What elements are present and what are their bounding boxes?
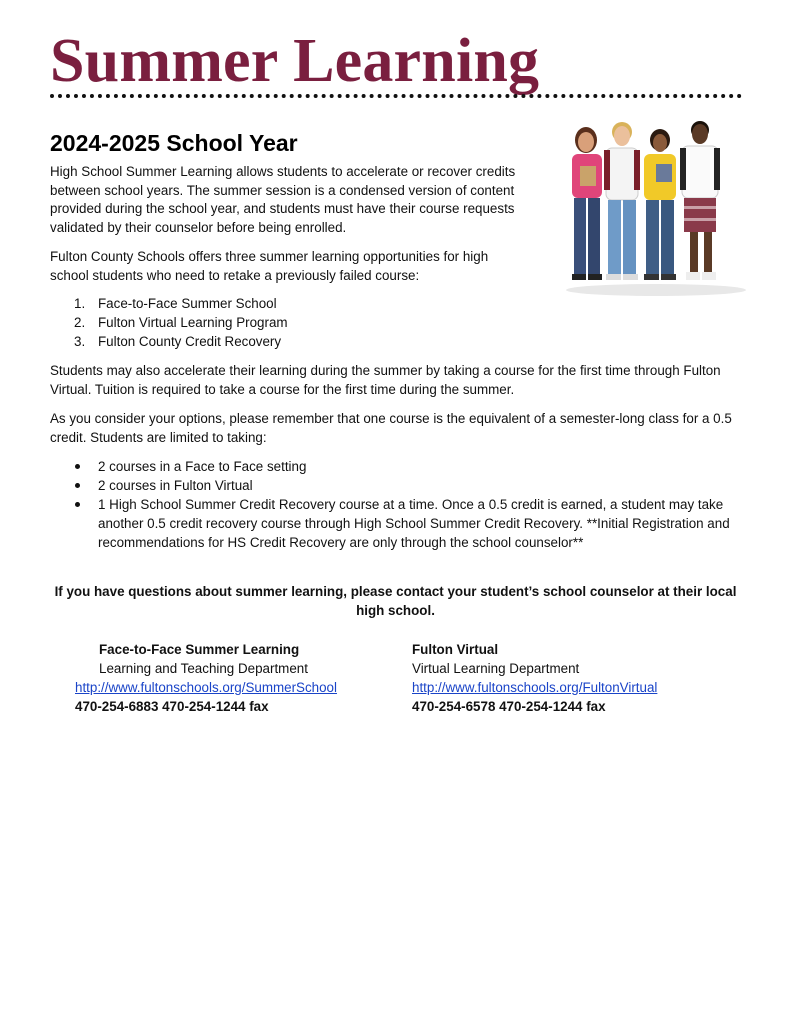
students-photo [560, 118, 748, 298]
dotted-divider [50, 94, 742, 98]
face-to-face-contact [75, 640, 337, 716]
fulton-virtual-link[interactable]: http://www.fultonschools.org/FultonVirtual [412, 680, 658, 695]
bullet-icon [75, 502, 80, 507]
bullet-icon [75, 464, 80, 469]
limits-list [74, 457, 736, 552]
list-item: 1 High School Summer Credit Recovery course at a time. Once a 0.5 credit is earned, a student may take another 0.5 credit recovery course through High School Summer Credit Recovery. **Initial Registration and recommendations for HS Credit Recovery are only through the school counselor** [74, 495, 736, 552]
school-year-heading: 2024-2025 School Year [50, 130, 298, 156]
limits-paragraph: As you consider your options, please remember that one course is the equivalent of a semester-long class for a 0.5 credit. Students are limited to taking: [50, 411, 732, 445]
contact-phones: 470-254-6883 470-254-1244 fax [75, 699, 269, 714]
list-item: 2 courses in a Face to Face setting [74, 457, 736, 476]
accelerate-paragraph: Students may also accelerate their learning during the summer by taking a course for the first time through Fulton Virtual. Tuition is required to take a course for the first time during the summer. [50, 363, 721, 397]
list-item: 3. Fulton County Credit Recovery [74, 334, 282, 349]
contact-name: Face-to-Face Summer Learning [99, 642, 300, 657]
student-figure [572, 127, 602, 280]
contact-note: If you have questions about summer learning, please contact your student’s school counselor at their local high school. [54, 584, 737, 618]
student-figure [604, 122, 640, 280]
fulton-virtual-contact [412, 640, 657, 716]
contact-department: Learning and Teaching Department [99, 661, 308, 676]
contact-phones: 470-254-6578 470-254-1244 fax [412, 699, 606, 714]
summer-school-link[interactable]: http://www.fultonschools.org/SummerSchool [75, 680, 337, 695]
list-item: 2. Fulton Virtual Learning Program [74, 315, 288, 330]
contact-department: Virtual Learning Department [412, 661, 580, 676]
bullet-icon [75, 483, 80, 488]
intro-paragraph: High School Summer Learning allows students to accelerate or recover credits between school years. The summer session is a condensed version of content provided during the school year, and students must have their course requests validated by their counselor before being enrolled. [50, 164, 516, 235]
opportunities-paragraph: Fulton County Schools offers three summer learning opportunities for high school students who need to retake a previously failed course: [50, 249, 489, 283]
opportunities-list [74, 294, 288, 351]
student-figure [680, 121, 720, 280]
page-title: Summer Learning [50, 27, 540, 95]
list-item: 2 courses in Fulton Virtual [74, 476, 736, 495]
student-figure [644, 129, 676, 280]
contact-name: Fulton Virtual [412, 642, 499, 657]
list-item: 1. Face-to-Face Summer School [74, 296, 277, 311]
